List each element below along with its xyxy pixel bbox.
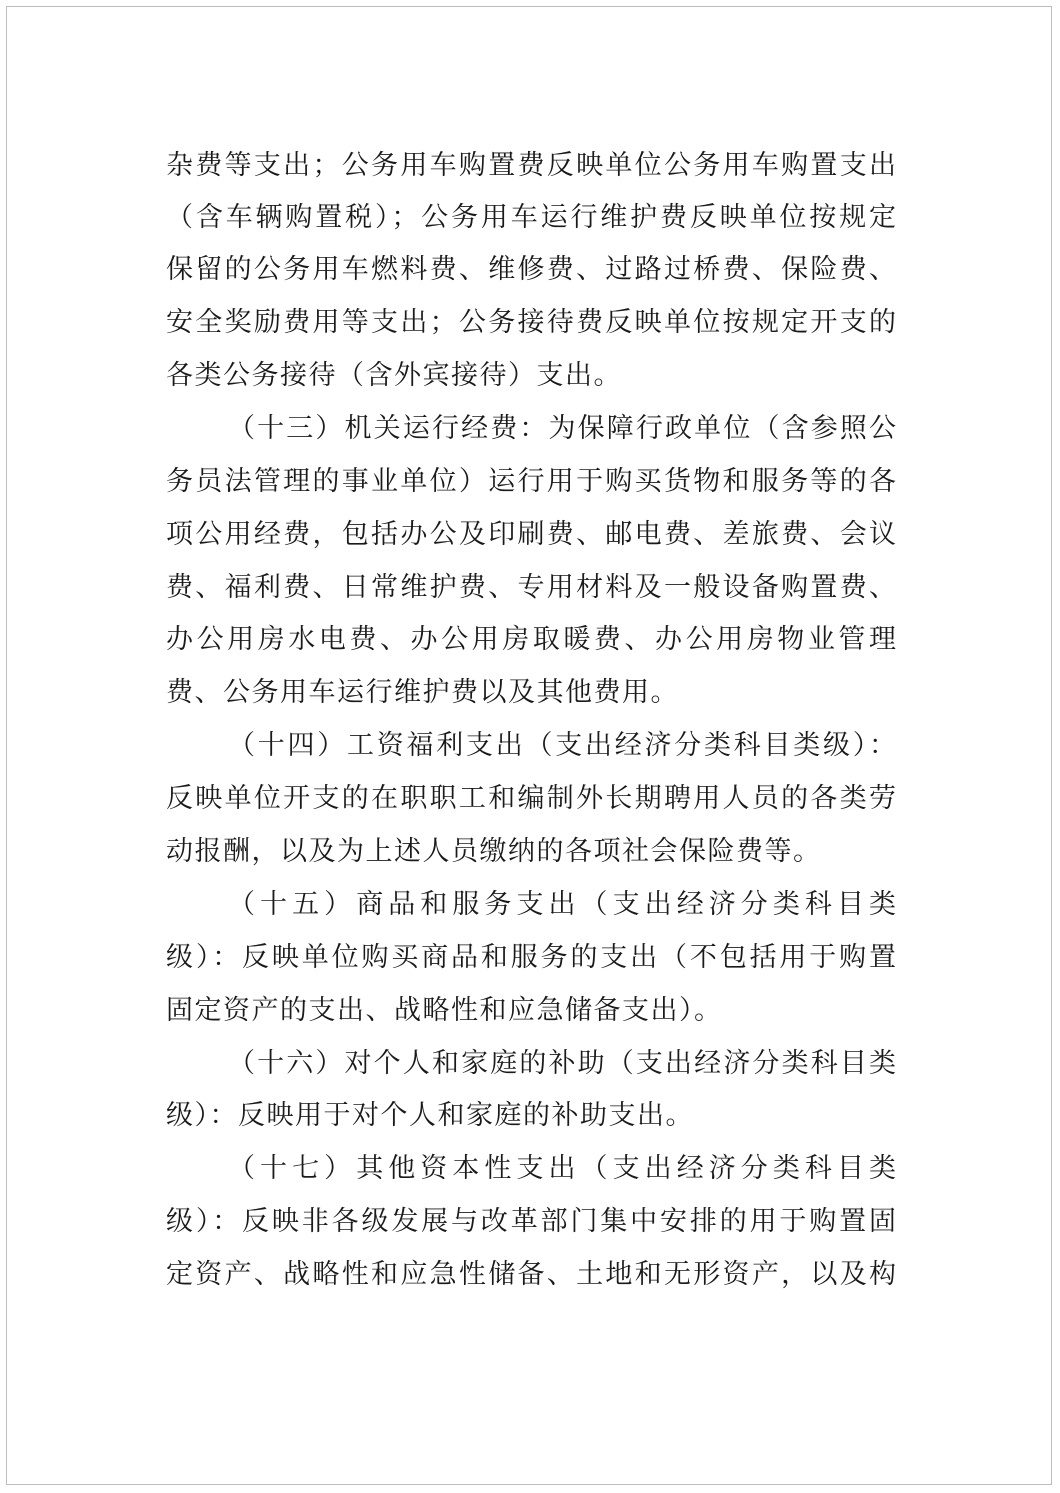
text-line: 各类公务接待（含外宾接待）支出。 [166,360,622,391]
section-heading-15: （十五）商品和服务支出（支出经济分类科目类 [228,889,902,920]
text-line: 级）：反映非各级发展与改革部门集中安排的用于购置固 [166,1206,899,1237]
section-heading-14: （十四）工资福利支出（支出经济分类科目类级）： [228,730,899,761]
text-line: 费、福利费、日常维护费、专用材料及一般设备购置费、 [166,572,899,603]
text-line: 安全奖励费用等支出；公务接待费反映单位按规定开支的 [166,307,899,338]
text-line: 动报酬，以及为上述人员缴纳的各项社会保险费等。 [166,836,822,867]
section-heading-17: （十七）其他资本性支出（支出经济分类科目类 [228,1153,902,1184]
section-heading-13: （十三）机关运行经费：为保障行政单位（含参照公 [228,413,899,444]
text-line: 项公用经费，包括办公及印刷费、邮电费、差旅费、会议 [166,519,899,550]
text-line: （含车辆购置税）；公务用车运行维护费反映单位按规定 [166,202,899,233]
text-line: 定资产、战略性和应急性储备、土地和无形资产，以及构 [166,1259,899,1290]
text-line: 杂费等支出；公务用车购置费反映单位公务用车购置支出 [166,150,899,181]
text-line: 固定资产的支出、战略性和应急储备支出）。 [166,995,723,1026]
text-line: 务员法管理的事业单位）运行用于购买货物和服务等的各 [166,466,899,497]
text-line: 反映单位开支的在职职工和编制外长期聘用人员的各类劳 [166,783,899,814]
text-line: 办公用房水电费、办公用房取暖费、办公用房物业管理 [166,624,900,655]
text-line: 级）：反映用于对个人和家庭的补助支出。 [166,1100,694,1131]
section-heading-16: （十六）对个人和家庭的补助（支出经济分类科目类 [228,1048,899,1079]
text-line: 保留的公务用车燃料费、维修费、过路过桥费、保险费、 [166,254,899,285]
text-line: 级）：反映单位购买商品和服务的支出（不包括用于购置 [166,942,899,973]
text-line: 费、公务用车运行维护费以及其他费用。 [166,677,679,708]
